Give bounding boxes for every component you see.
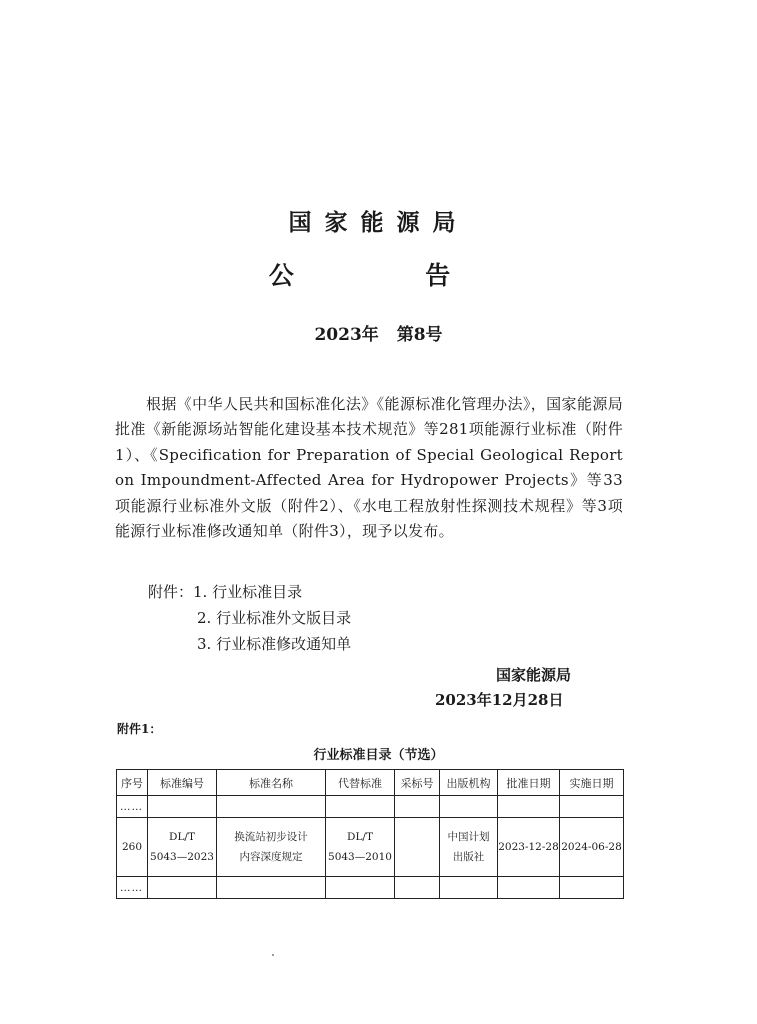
std-name-line-1: 换流站初步设计 <box>234 831 308 843</box>
cell-std-no <box>148 818 217 877</box>
appendix-label: 附件1： <box>117 722 162 736</box>
document-type-title: 公 告 <box>268 261 489 290</box>
ellipsis-cell: …… <box>117 796 148 818</box>
signature-issuer: 国家能源局 <box>496 666 572 684</box>
attachment-item-1: 附件：1. 行业标准目录 <box>148 583 303 601</box>
col-header-std-name: 标准名称 <box>217 770 326 796</box>
cell-std-name <box>217 818 326 877</box>
col-header-approve-date: 批准日期 <box>498 770 560 796</box>
replaces-prefix: DL/T <box>347 831 373 843</box>
cell-approve-date: 2023-12-28 <box>498 818 560 877</box>
table-header-row <box>117 770 624 796</box>
col-header-effective-date: 实施日期 <box>560 770 624 796</box>
cell-replaces <box>326 818 395 877</box>
cell-publisher <box>440 818 498 877</box>
signature-date: 2023年12月28日 <box>435 691 564 709</box>
replaces-code: 5043—2010 <box>328 851 392 863</box>
attachment-item-3: 3. 行业标准修改通知单 <box>197 635 352 653</box>
announcement-year: 2023年 <box>314 325 379 345</box>
std-name-line-2: 内容深度规定 <box>239 851 303 863</box>
table-row <box>117 877 624 899</box>
cell-effective-date: 2024-06-28 <box>560 818 624 877</box>
publisher-line-1: 中国计划 <box>447 831 490 843</box>
std-no-prefix: DL/T <box>169 831 195 843</box>
ellipsis-cell: …… <box>117 877 148 899</box>
table-row <box>117 796 624 818</box>
standards-table <box>116 769 624 899</box>
col-header-adopted: 采标号 <box>395 770 440 796</box>
std-no-code: 5043—2023 <box>150 851 214 863</box>
attachment-item-2: 2. 行业标准外文版目录 <box>197 609 352 627</box>
table-row <box>117 818 624 877</box>
cell-seq: 260 <box>117 818 148 877</box>
announcement-number <box>0 320 757 345</box>
col-header-std-no: 标准编号 <box>148 770 217 796</box>
cell-adopted <box>395 818 440 877</box>
col-header-publisher: 出版机构 <box>440 770 498 796</box>
table-title: 行业标准目录（节选） <box>313 748 444 763</box>
announcement-body: 根据《中华人民共和国标准化法》《能源标准化管理办法》，国家能源局批准《新能源场站智能化建设基本技术规范》等281项能源行业标准（附件1）、《Specification for Preparation of Special Geological Report on Impoundment-Affected Area for Hydropower Projects》等33项能源行业标准外文版（附件2）、《水电工程放射性探测技术规程》等3项能源行业标准修改通知单（附件3），现予以发布。 <box>115 395 623 541</box>
announcement-issue: 第8号 <box>396 325 443 345</box>
issuing-authority-title: 国家能源局 <box>288 209 469 236</box>
scan-speck <box>272 954 274 956</box>
col-header-replaces: 代替标准 <box>326 770 395 796</box>
col-header-seq: 序号 <box>117 770 148 796</box>
publisher-line-2: 出版社 <box>452 851 485 863</box>
